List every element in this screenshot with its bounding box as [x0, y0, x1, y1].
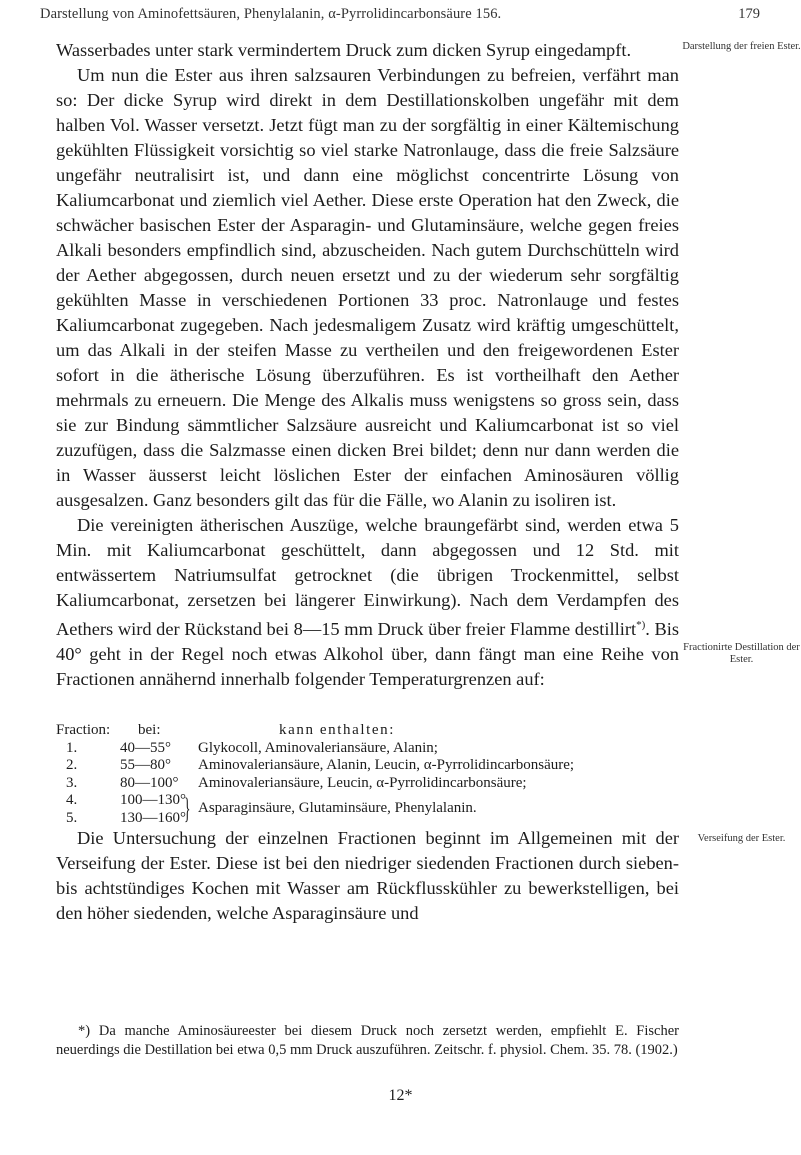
paragraph: [56, 513, 679, 692]
fraction-contents: Aminovaleriansäure, Alanin, Leucin, α-Pyrrolidincarbonsäure;: [198, 757, 575, 773]
fraction-contents: Glykocoll, Aminovaleriansäure, Alanin;: [198, 739, 438, 756]
table-row: [56, 775, 696, 793]
fraction-number: 3.: [66, 774, 78, 791]
paragraph-text: Die vereinigten ätherischen Auszüge, welche braungefärbt sind, werden etwa 5 Min. mit Kaliumcarbonat geschüttelt, dann abgegossen und 12 Std. mit entwässertem Natriumsulfat getrocknet (die übrigen Trockenmittel, selbst Kaliumcarbonat, zersetzen bei längerer Einwirkung). Nach dem Verdampfen des Aethers wird der Rückstand bei 8—15 mm Druck über freier Flamme destillirt: [56, 515, 679, 640]
paragraph-text: . Bis 40° geht in der Regel noch etwas Alkohol über, dann fängt man eine Reihe von Fractionen annähernd innerhalb folgender Temperaturgrenzen auf:: [56, 619, 679, 690]
page-number: 179: [738, 6, 760, 22]
running-header: [40, 4, 760, 26]
brace-icon: }: [184, 792, 191, 825]
footnote-body: Da manche Aminosäureester bei diesem Druck noch zersetzt werden, empfiehlt E. Fischer neuerdings die Destillation bei etwa 0,5 mm Druck auszuführen. Zeitschr. f. physiol. Chem. 35. 78. (1902.): [56, 1023, 679, 1058]
margin-note: Darstellung der freien Ester.: [682, 41, 801, 52]
fraction-contents: Aminovaleriansäure, Leucin, α-Pyrrolidincarbonsäure;: [198, 774, 527, 791]
main-text: [56, 38, 679, 692]
footnote-text: [56, 1022, 679, 1060]
table-row: [56, 757, 696, 775]
fraction-number: 4.: [66, 792, 78, 808]
fraction-temperature: 130—160°: [120, 809, 186, 826]
main-text-continued: [56, 826, 679, 926]
fraction-temperature: 55—80°: [120, 757, 171, 773]
column-header: bei:: [138, 722, 161, 738]
signature-mark: 12*: [388, 1087, 413, 1104]
fraction-temperature: 100—130°: [120, 792, 186, 808]
column-header: kann enthalten:: [279, 722, 396, 738]
running-title: Darstellung von Aminofettsäuren, Phenylalanin, α-Pyrrolidincarbonsäure 156.: [40, 6, 502, 22]
footnote: [56, 1022, 679, 1060]
table-header-row: [56, 722, 696, 740]
column-header: Fraction:: [56, 722, 111, 738]
paragraph: Um nun die Ester aus ihren salzsauren Verbindungen zu befreien, verfährt man so: Der dicke Syrup wird direkt in dem Destillationskolben ungefähr mit dem halben Vol. Wasser versetzt. Jetzt fügt man zu der sorgfältig in einer Kältemischung gekühlten Flüssigkeit vorsichtig so viel starke Natronlauge, dass die freie Salzsäure ungefähr neutralisirt ist, und dann eine möglichst concentrirte Lösung von Kaliumcarbonat und ziemlich viel Aether. Diese erste Operation hat den Zweck, die schwächer basischen Ester der Asparagin- und Glutaminsäure, welche gegen freies Alkali besonders empfindlich sind, abzuscheiden. Nach gutem Durchschütteln wird der Aether abgegossen, durch neuen ersetzt und zu der wiederum sehr sorgfältig gekühlten Masse in verschiedenen Portionen 33 proc. Natronlauge und festes Kaliumcarbonat zugegeben. Nach jedesmaligem Zusatz wird kräftig umgeschüttelt, um das Alkali in der steifen Masse zu vertheilen und den freigewordenen Ester sofort in die ätherische Lösung überzuführen. Es ist vortheilhaft den Aether mehrmals zu erneuern. Die Menge des Alkalis muss wenigstens so gross sein, dass sie zur Bindung sämmtlicher Salzsäure ausreicht und Kaliumcarbonat ist so viel zuzufügen, dass die Salzmasse einen dicken Brei bildet; denn nur dann werden die in Wasser äusserst leicht löslichen Ester der einfachen Aminosäuren völlig ausgesalzen. Ganz besonders gilt das für die Fälle, wo Alanin zu isoliren ist.: [56, 65, 679, 510]
paragraph: Wasserbades unter stark vermindertem Druck zum dicken Syrup eingedampft.: [56, 40, 632, 60]
fraction-number: 2.: [66, 757, 78, 773]
margin-note: Fractionirte Destillation der Ester.: [683, 642, 800, 665]
table-row-group: [56, 792, 696, 827]
fraction-temperature: 80—100°: [120, 774, 179, 791]
fraction-temperature: 40—55°: [120, 739, 171, 756]
paragraph: Die Untersuchung der einzelnen Fractionen beginnt im Allgemeinen mit der Verseifung der Ester. Diese ist bei den niedriger siedenden Fractionen durch sieben- bis achtstündiges Kochen mit Wasser am Rückflusskühler zu bewerkstelligen, bei den höher siedenden, welche Asparaginsäure und: [56, 828, 679, 923]
fraction-number: 1.: [66, 739, 78, 756]
footnote-marker: *): [78, 1023, 91, 1039]
footnote-reference: *): [636, 619, 646, 631]
fraction-contents: Asparaginsäure, Glutaminsäure, Phenylalanin.: [198, 800, 477, 816]
fraction-table: [56, 722, 696, 827]
table-row: [56, 740, 696, 758]
fraction-number: 5.: [66, 809, 78, 826]
margin-note: Verseifung der Ester.: [697, 833, 786, 844]
